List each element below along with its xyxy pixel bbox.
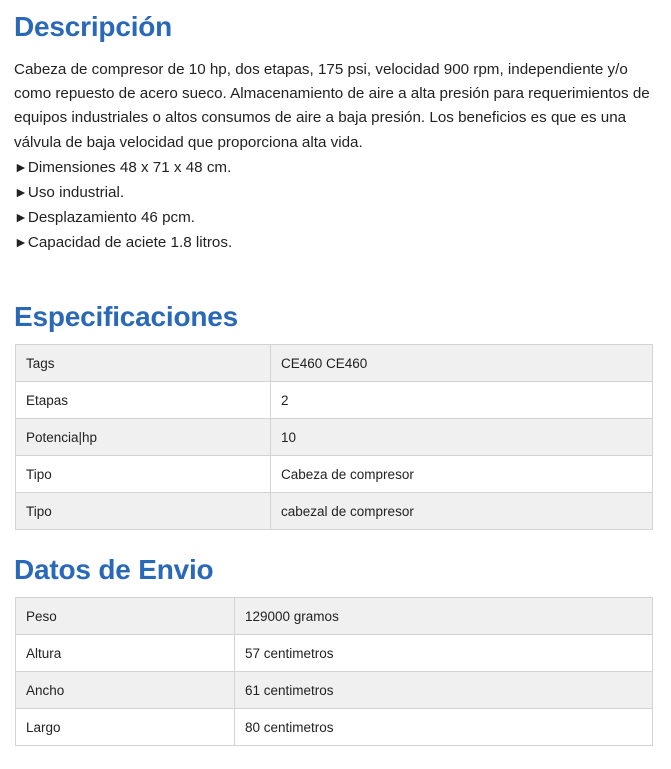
table-row <box>16 456 653 493</box>
bullet-text: Uso industrial. <box>27 184 125 202</box>
spec-value: CE460 CE460 <box>271 345 653 382</box>
spec-key: Tipo <box>16 456 271 493</box>
table-row <box>16 382 653 419</box>
table-row <box>16 709 653 746</box>
shipping-value: 61 centimetros <box>235 672 653 709</box>
shipping-key: Peso <box>16 598 235 635</box>
bullet-text: Dimensiones 48 x 71 x 48 cm. <box>27 158 232 176</box>
shipping-value: 80 centimetros <box>235 709 653 746</box>
bullet-item <box>14 205 657 230</box>
shipping-key: Altura <box>16 635 235 672</box>
bullet-arrow-icon: ► <box>14 209 28 226</box>
spec-key: Potencia|hp <box>16 419 271 456</box>
spec-key: Etapas <box>16 382 271 419</box>
table-row <box>16 345 653 382</box>
shipping-table <box>15 597 653 746</box>
spec-value: 2 <box>271 382 653 419</box>
shipping-value: 57 centimetros <box>235 635 653 672</box>
bullet-item <box>14 155 657 180</box>
description-body <box>14 58 657 256</box>
bullet-text: Capacidad de aciete 1.8 litros. <box>27 234 233 252</box>
table-row <box>16 493 653 530</box>
table-row <box>16 672 653 709</box>
bullet-arrow-icon: ► <box>14 184 28 201</box>
shipping-heading: Datos de Envio <box>14 554 214 585</box>
shipping-value: 129000 gramos <box>235 598 653 635</box>
bullet-arrow-icon: ► <box>14 158 28 175</box>
specifications-heading: Especificaciones <box>14 301 239 332</box>
spec-value: cabezal de compresor <box>271 493 653 530</box>
table-row <box>16 598 653 635</box>
bullet-arrow-icon: ► <box>14 234 28 251</box>
specifications-table <box>15 344 653 530</box>
bullet-item <box>14 180 657 205</box>
description-heading: Descripción <box>14 11 173 42</box>
bullet-text: Desplazamiento 46 pcm. <box>27 209 196 227</box>
spec-value: 10 <box>271 419 653 456</box>
table-row <box>16 635 653 672</box>
shipping-key: Ancho <box>16 672 235 709</box>
table-row <box>16 419 653 456</box>
shipping-key: Largo <box>16 709 235 746</box>
spec-key: Tags <box>16 345 271 382</box>
spec-key: Tipo <box>16 493 271 530</box>
bullet-item <box>14 230 657 255</box>
description-paragraph: Cabeza de compresor de 10 hp, dos etapas, 175 psi, velocidad 900 rpm, independiente y/o como repuesto de acero sueco. Almacenamiento de aire a alta presión para requerimientos de equipos industriales o altos consumos de aire a baja presión. Los beneficios es que es una válvula de baja velocidad que proporciona alta vida. <box>14 61 650 151</box>
spec-value: Cabeza de compresor <box>271 456 653 493</box>
